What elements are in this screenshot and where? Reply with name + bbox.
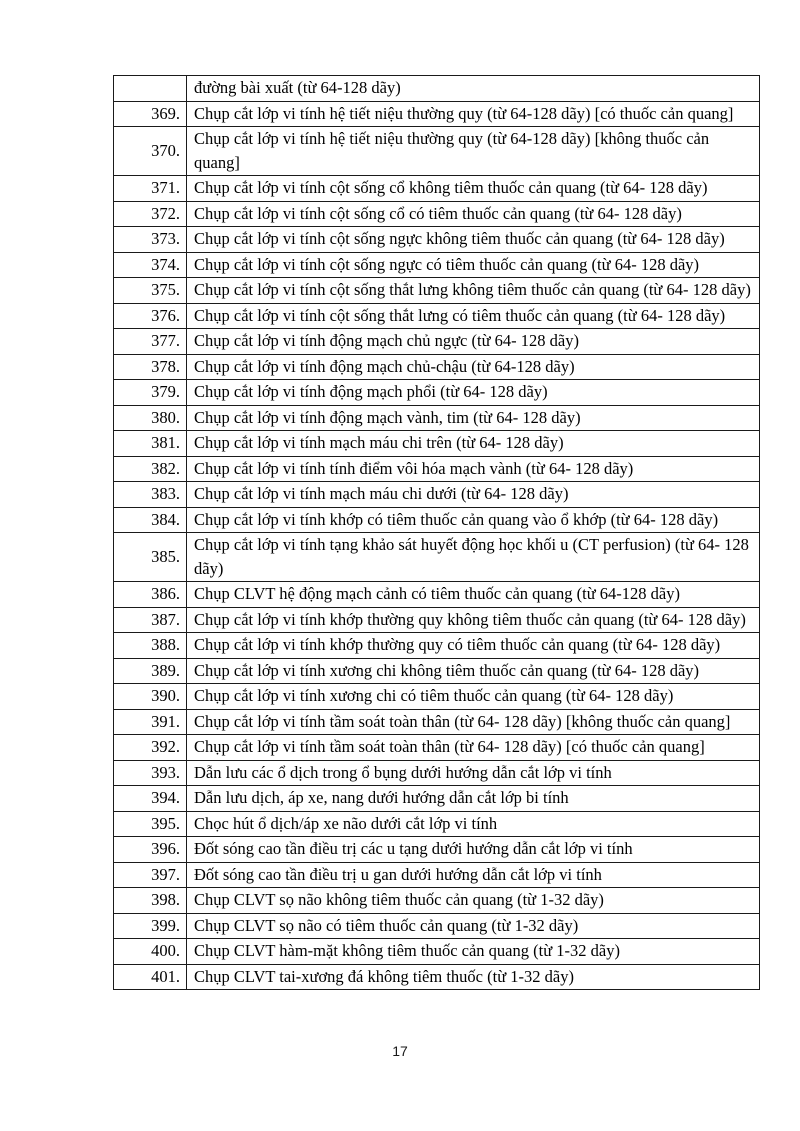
table-row <box>114 227 760 253</box>
table-row <box>114 380 760 406</box>
row-number: 369. <box>114 101 187 127</box>
row-number: 393. <box>114 760 187 786</box>
table-row <box>114 201 760 227</box>
row-number: 386. <box>114 582 187 608</box>
table-row <box>114 862 760 888</box>
row-description: Chụp cắt lớp vi tính mạch máu chi dưới (từ 64- 128 dãy) <box>187 482 760 508</box>
row-number: 371. <box>114 176 187 202</box>
row-number: 384. <box>114 507 187 533</box>
table-row <box>114 964 760 990</box>
row-description: Dẫn lưu các ổ dịch trong ổ bụng dưới hướng dẫn cắt lớp vi tính <box>187 760 760 786</box>
row-description: đường bài xuất (từ 64-128 dãy) <box>187 76 760 102</box>
row-number: 387. <box>114 607 187 633</box>
row-description: Chụp CLVT sọ não không tiêm thuốc cản quang (từ 1-32 dãy) <box>187 888 760 914</box>
row-number: 395. <box>114 811 187 837</box>
row-description: Chụp cắt lớp vi tính tạng khảo sát huyết động học khối u (CT perfusion) (từ 64- 128 dãy) <box>187 533 760 582</box>
row-number: 372. <box>114 201 187 227</box>
table-row <box>114 811 760 837</box>
row-number: 373. <box>114 227 187 253</box>
table-row <box>114 507 760 533</box>
row-description: Chụp cắt lớp vi tính động mạch vành, tim (từ 64- 128 dãy) <box>187 405 760 431</box>
row-description: Chụp cắt lớp vi tính cột sống thắt lưng không tiêm thuốc cản quang (từ 64- 128 dãy) <box>187 278 760 304</box>
row-description: Chụp cắt lớp vi tính hệ tiết niệu thường quy (từ 64-128 dãy) [có thuốc cản quang] <box>187 101 760 127</box>
row-number: 375. <box>114 278 187 304</box>
row-description: Chụp cắt lớp vi tính tính điểm vôi hóa mạch vành (từ 64- 128 dãy) <box>187 456 760 482</box>
row-description: Chụp cắt lớp vi tính hệ tiết niệu thường quy (từ 64-128 dãy) [không thuốc cản quang] <box>187 127 760 176</box>
table-row <box>114 278 760 304</box>
row-description: Chụp cắt lớp vi tính xương chi có tiêm thuốc cản quang (từ 64- 128 dãy) <box>187 684 760 710</box>
row-description: Chụp cắt lớp vi tính cột sống thắt lưng có tiêm thuốc cản quang (từ 64- 128 dãy) <box>187 303 760 329</box>
row-number: 389. <box>114 658 187 684</box>
row-description: Chụp CLVT sọ não có tiêm thuốc cản quang (từ 1-32 dãy) <box>187 913 760 939</box>
row-number: 379. <box>114 380 187 406</box>
row-description: Chụp cắt lớp vi tính tầm soát toàn thân (từ 64- 128 dãy) [không thuốc cản quang] <box>187 709 760 735</box>
row-description: Chụp cắt lớp vi tính xương chi không tiêm thuốc cản quang (từ 64- 128 dãy) <box>187 658 760 684</box>
row-number: 390. <box>114 684 187 710</box>
row-number: 399. <box>114 913 187 939</box>
services-table <box>113 75 760 990</box>
row-description: Chụp cắt lớp vi tính động mạch phổi (từ 64- 128 dãy) <box>187 380 760 406</box>
row-description: Chụp CLVT hàm-mặt không tiêm thuốc cản quang (từ 1-32 dãy) <box>187 939 760 965</box>
services-table-body <box>114 76 760 990</box>
row-number <box>114 76 187 102</box>
row-description: Chụp cắt lớp vi tính mạch máu chi trên (từ 64- 128 dãy) <box>187 431 760 457</box>
table-row <box>114 607 760 633</box>
page-number: 17 <box>392 1043 408 1059</box>
row-description: Chụp cắt lớp vi tính cột sống ngực có tiêm thuốc cản quang (từ 64- 128 dãy) <box>187 252 760 278</box>
row-number: 383. <box>114 482 187 508</box>
table-row <box>114 633 760 659</box>
row-number: 382. <box>114 456 187 482</box>
row-number: 385. <box>114 533 187 582</box>
row-description: Chụp cắt lớp vi tính cột sống cổ không tiêm thuốc cản quang (từ 64- 128 dãy) <box>187 176 760 202</box>
table-row <box>114 354 760 380</box>
row-number: 381. <box>114 431 187 457</box>
row-description: Chụp cắt lớp vi tính khớp thường quy có tiêm thuốc cản quang (từ 64- 128 dãy) <box>187 633 760 659</box>
row-number: 374. <box>114 252 187 278</box>
table-row <box>114 582 760 608</box>
row-description: Chụp cắt lớp vi tính động mạch chủ-chậu (từ 64-128 dãy) <box>187 354 760 380</box>
row-description: Chụp cắt lớp vi tính khớp có tiêm thuốc cản quang vào ổ khớp (từ 64- 128 dãy) <box>187 507 760 533</box>
row-description: Chụp cắt lớp vi tính động mạch chủ ngực (từ 64- 128 dãy) <box>187 329 760 355</box>
table-row <box>114 888 760 914</box>
row-number: 376. <box>114 303 187 329</box>
table-row <box>114 533 760 582</box>
table-row <box>114 684 760 710</box>
table-row <box>114 303 760 329</box>
row-description: Đốt sóng cao tần điều trị các u tạng dưới hướng dẫn cắt lớp vi tính <box>187 837 760 863</box>
row-number: 378. <box>114 354 187 380</box>
table-row <box>114 658 760 684</box>
table-row <box>114 482 760 508</box>
table-row <box>114 76 760 102</box>
row-description: Chụp cắt lớp vi tính tầm soát toàn thân (từ 64- 128 dãy) [có thuốc cản quang] <box>187 735 760 761</box>
row-number: 388. <box>114 633 187 659</box>
row-number: 391. <box>114 709 187 735</box>
row-number: 394. <box>114 786 187 812</box>
row-number: 370. <box>114 127 187 176</box>
row-description: Chọc hút ổ dịch/áp xe não dưới cắt lớp vi tính <box>187 811 760 837</box>
row-description: Đốt sóng cao tần điều trị u gan dưới hướng dẫn cắt lớp vi tính <box>187 862 760 888</box>
table-row <box>114 127 760 176</box>
row-number: 396. <box>114 837 187 863</box>
row-description: Chụp cắt lớp vi tính cột sống cổ có tiêm thuốc cản quang (từ 64- 128 dãy) <box>187 201 760 227</box>
row-number: 380. <box>114 405 187 431</box>
table-row <box>114 709 760 735</box>
table-row <box>114 101 760 127</box>
table-row <box>114 913 760 939</box>
table-row <box>114 252 760 278</box>
row-number: 398. <box>114 888 187 914</box>
row-description: Dẫn lưu dịch, áp xe, nang dưới hướng dẫn cắt lớp bi tính <box>187 786 760 812</box>
row-number: 397. <box>114 862 187 888</box>
table-row <box>114 405 760 431</box>
table-row <box>114 837 760 863</box>
table-row <box>114 735 760 761</box>
table-row <box>114 431 760 457</box>
row-description: Chụp CLVT tai-xương đá không tiêm thuốc (từ 1-32 dãy) <box>187 964 760 990</box>
table-row <box>114 786 760 812</box>
row-description: Chụp CLVT hệ động mạch cảnh có tiêm thuốc cản quang (từ 64-128 dãy) <box>187 582 760 608</box>
row-description: Chụp cắt lớp vi tính khớp thường quy không tiêm thuốc cản quang (từ 64- 128 dãy) <box>187 607 760 633</box>
row-description: Chụp cắt lớp vi tính cột sống ngực không tiêm thuốc cản quang (từ 64- 128 dãy) <box>187 227 760 253</box>
row-number: 401. <box>114 964 187 990</box>
row-number: 377. <box>114 329 187 355</box>
row-number: 392. <box>114 735 187 761</box>
table-row <box>114 760 760 786</box>
row-number: 400. <box>114 939 187 965</box>
table-row <box>114 939 760 965</box>
table-row <box>114 456 760 482</box>
table-row <box>114 329 760 355</box>
table-row <box>114 176 760 202</box>
